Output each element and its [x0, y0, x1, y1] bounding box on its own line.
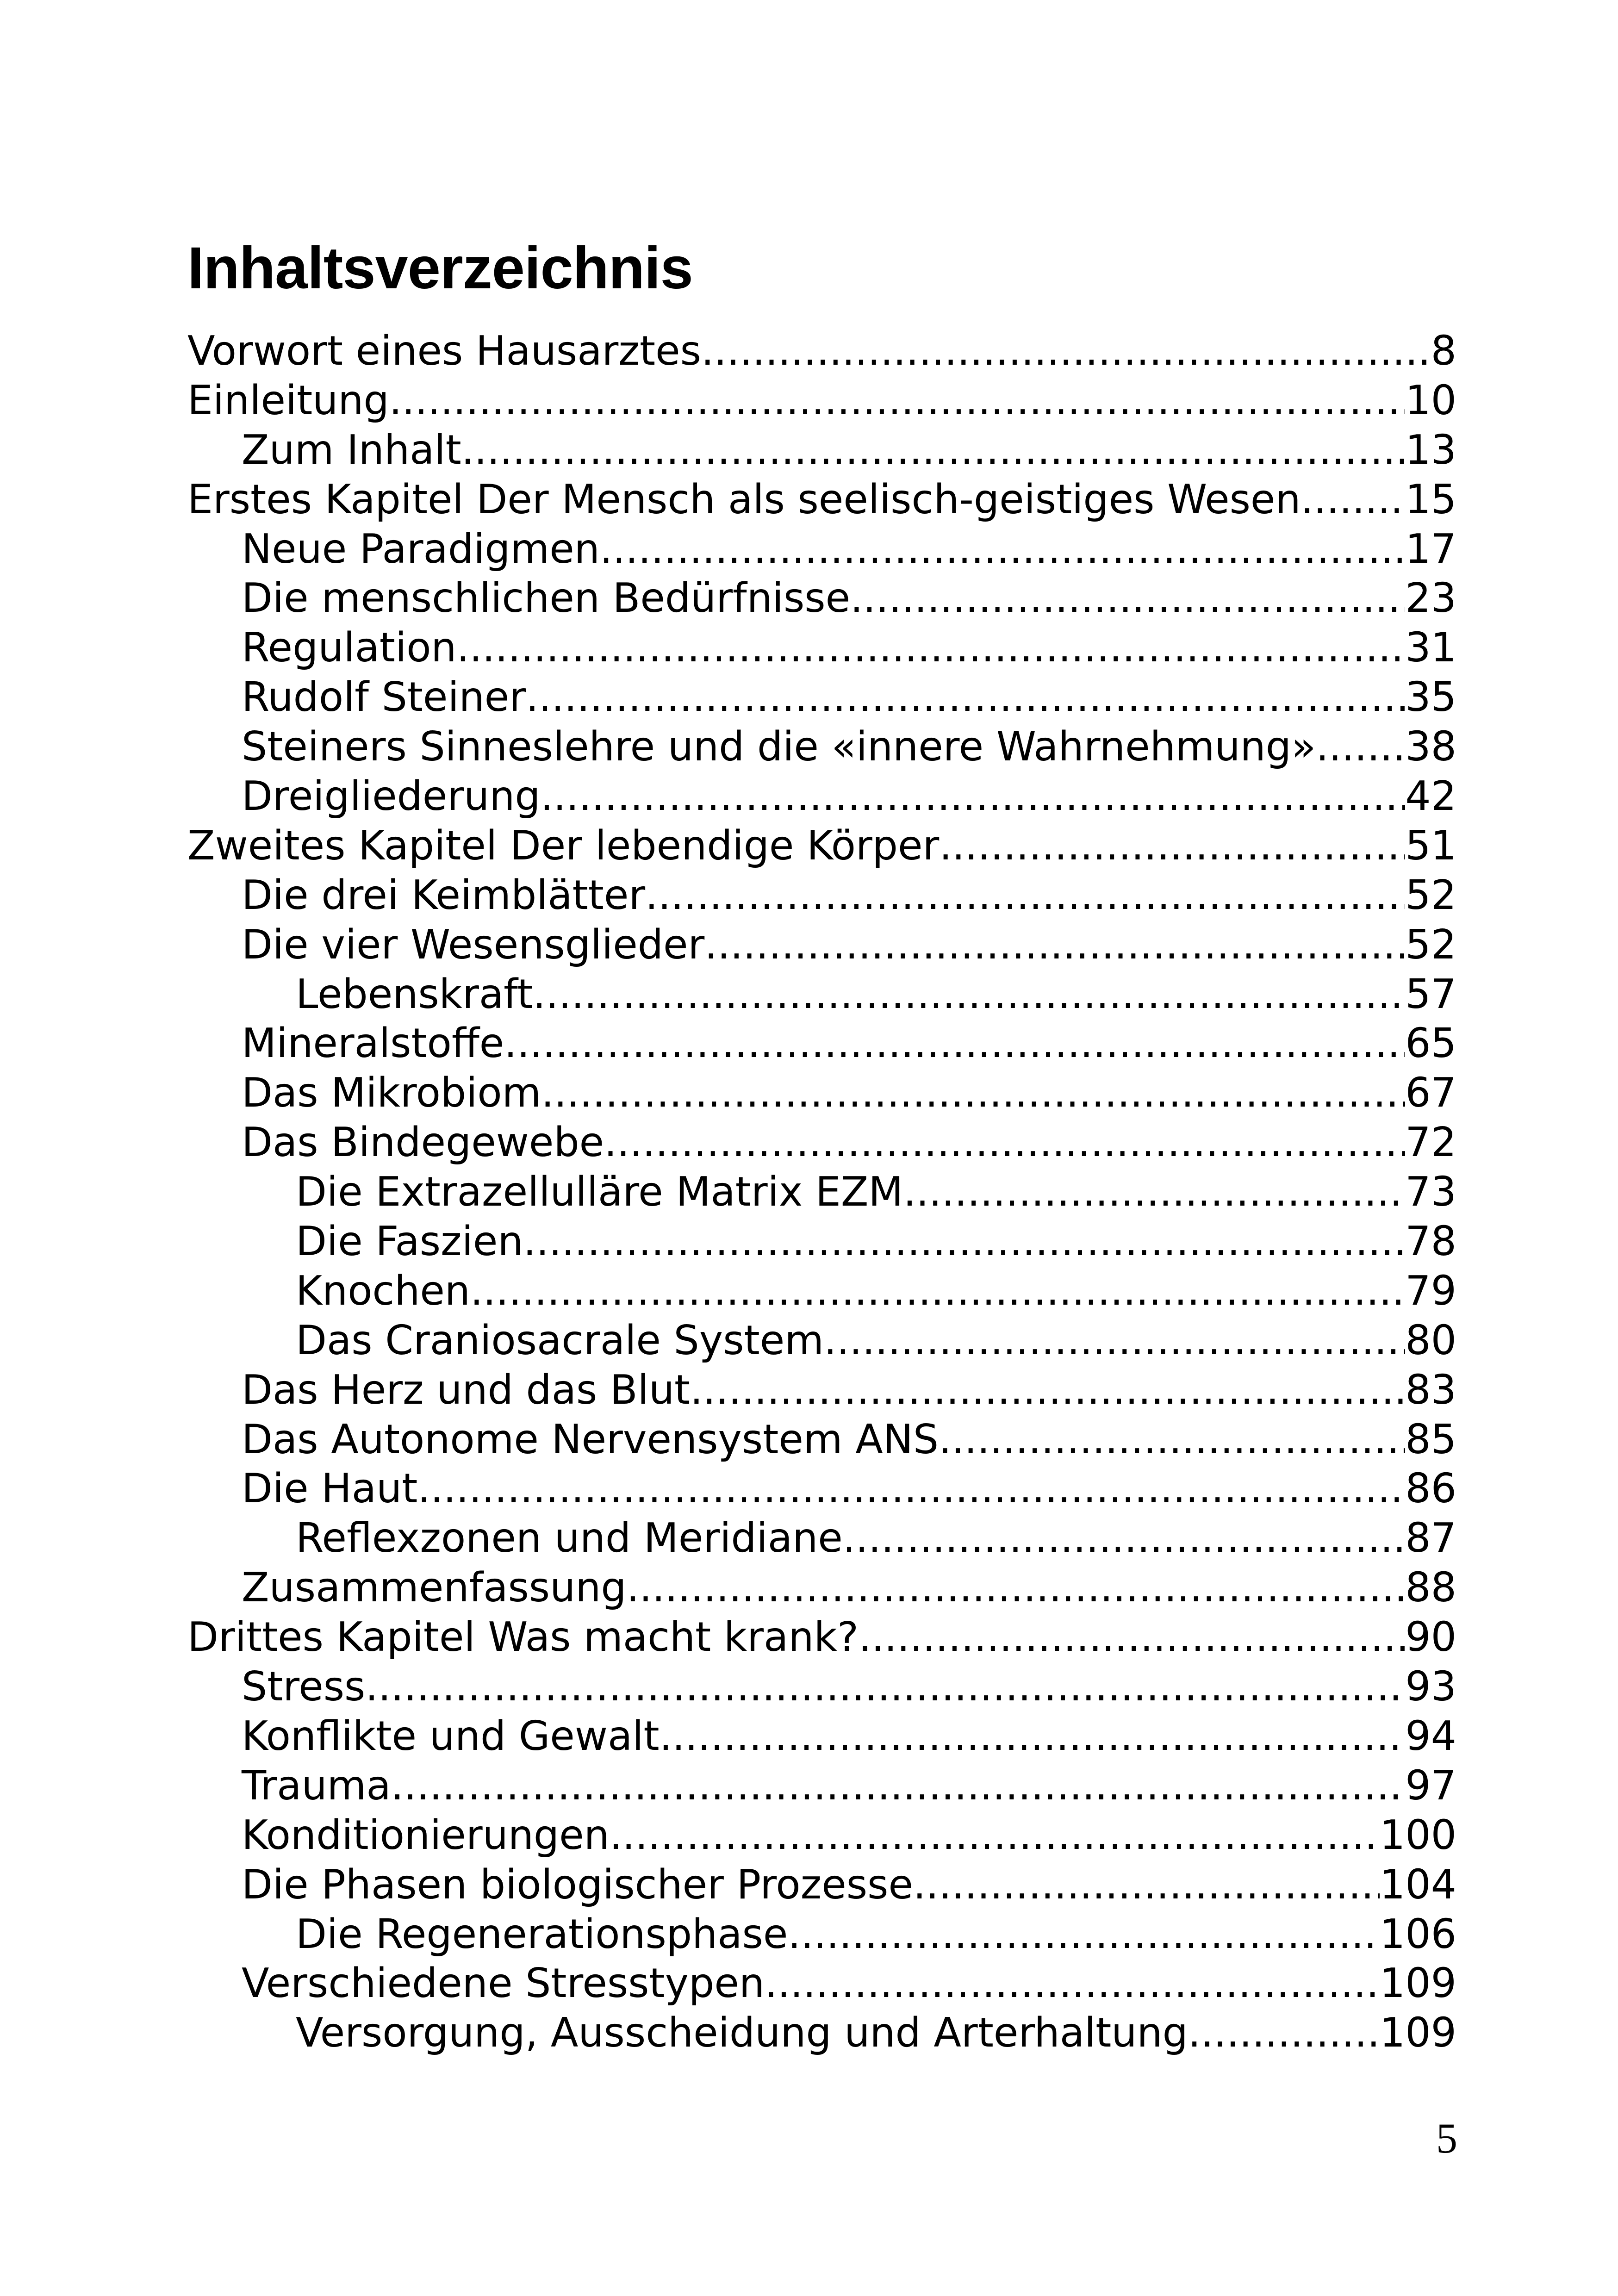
- toc-entry-title: Rudolf Steiner: [242, 673, 526, 721]
- toc-entry: [187, 2008, 1456, 2058]
- toc-entry-title: Die Phasen biologischer Prozesse: [242, 1860, 913, 1908]
- toc-entry-page: 90: [1405, 1613, 1456, 1661]
- toc-entry-page: 79: [1405, 1267, 1456, 1314]
- toc-entry-page: 10: [1405, 376, 1456, 424]
- toc-entry-title: Die Haut: [242, 1465, 418, 1512]
- toc-entry: [187, 1761, 1456, 1811]
- toc-entry-title: Die drei Keimblätter: [242, 871, 646, 919]
- toc-dot-leader: [859, 1612, 1405, 1662]
- toc-entry-title: Mineralstoffe: [242, 1020, 504, 1067]
- toc-entry-title: Drittes Kapitel Was macht krank?: [187, 1613, 859, 1661]
- toc-entry-title: Knochen: [296, 1267, 471, 1314]
- toc-entry-page: 42: [1405, 772, 1456, 820]
- toc-entry-title: Zusammenfassung: [242, 1564, 627, 1612]
- toc-entry-page: 97: [1405, 1761, 1456, 1809]
- toc-dot-leader: [913, 1860, 1380, 1910]
- toc-entry-page: 15: [1405, 475, 1456, 523]
- toc-entry-title: Zum Inhalt: [242, 426, 461, 473]
- toc-entry-title: Regulation: [242, 624, 457, 672]
- toc-dot-leader: [365, 1662, 1405, 1711]
- toc-dot-leader: [526, 672, 1405, 722]
- toc-entry: [187, 1612, 1456, 1662]
- toc-entry: [187, 1860, 1456, 1910]
- toc-entry-title: Das Craniosacrale System: [296, 1316, 824, 1364]
- toc-entry-page: 83: [1405, 1366, 1456, 1413]
- toc-entry: [187, 326, 1456, 376]
- toc-entry: [187, 722, 1456, 772]
- toc-entry-title: Das Autonome Nervensystem ANS: [242, 1415, 939, 1463]
- toc-entry-title: Die Faszien: [296, 1218, 523, 1265]
- toc-dot-leader: [533, 970, 1405, 1019]
- toc-entry: [187, 1118, 1456, 1167]
- toc-dot-leader: [850, 573, 1405, 623]
- toc-entry-title: Zweites Kapitel Der lebendige Körper: [187, 821, 940, 869]
- toc-entry: [187, 1464, 1456, 1513]
- toc-dot-leader: [788, 1910, 1380, 1959]
- toc-entry-page: 57: [1405, 970, 1456, 1018]
- toc-entry-page: 8: [1431, 327, 1456, 374]
- toc-dot-leader: [600, 524, 1405, 574]
- toc-dot-leader: [701, 326, 1431, 376]
- toc-entry-title: Neue Paradigmen: [242, 525, 600, 572]
- toc-entry-title: Reflexzonen und Meridiane: [296, 1514, 843, 1562]
- toc-entry-page: 72: [1405, 1119, 1456, 1166]
- toc-entry-title: Die Extrazellulläre Matrix EZM: [296, 1168, 903, 1216]
- toc-entry-page: 52: [1405, 871, 1456, 919]
- toc-dot-leader: [843, 1513, 1406, 1563]
- toc-entry: [187, 871, 1456, 920]
- toc-entry-page: 31: [1405, 624, 1456, 672]
- toc-dot-leader: [704, 920, 1405, 970]
- toc-entry: [187, 772, 1456, 821]
- toc-dot-leader: [523, 1217, 1406, 1266]
- toc-entry-page: 93: [1405, 1663, 1456, 1711]
- toc-dot-leader: [645, 871, 1405, 920]
- toc-entry-page: 100: [1379, 1811, 1456, 1859]
- toc-entry: [187, 1266, 1456, 1316]
- toc-entry-page: 51: [1405, 821, 1456, 869]
- toc-dot-leader: [627, 1563, 1406, 1612]
- toc-dot-leader: [824, 1316, 1405, 1365]
- toc-dot-leader: [417, 1464, 1405, 1513]
- toc-dot-leader: [461, 425, 1406, 475]
- toc-entry-title: Das Mikrobiom: [242, 1069, 541, 1117]
- toc-entry-page: 73: [1405, 1168, 1456, 1216]
- toc-entry: [187, 1167, 1456, 1217]
- toc-entry-page: 80: [1405, 1316, 1456, 1364]
- toc-entry-page: 85: [1405, 1415, 1456, 1463]
- toc-entry-title: Lebenskraft: [296, 970, 533, 1018]
- toc-dot-leader: [939, 1415, 1405, 1464]
- toc-entry-title: Die menschlichen Bedürfnisse: [242, 574, 851, 622]
- toc-entry-title: Verschiedene Stresstypen: [242, 1960, 765, 2007]
- toc-entry-page: 104: [1379, 1860, 1456, 1908]
- toc-entry-title: Vorwort eines Hausarztes: [187, 327, 701, 374]
- toc-entry-title: Das Herz und das Blut: [242, 1366, 691, 1413]
- toc-entry: [187, 1811, 1456, 1860]
- toc-entry-page: 67: [1405, 1069, 1456, 1117]
- toc-entry: [187, 1959, 1456, 2008]
- toc-entry: [187, 1019, 1456, 1068]
- toc-entry-page: 23: [1405, 574, 1456, 622]
- toc-dot-leader: [1188, 2008, 1380, 2058]
- toc-entry: [187, 425, 1456, 475]
- toc-dot-leader: [391, 1761, 1406, 1811]
- toc-entry-title: Versorgung, Ausscheidung und Arterhaltung: [296, 2009, 1188, 2057]
- toc-entry: [187, 475, 1456, 524]
- toc-entry: [187, 1068, 1456, 1118]
- toc-entry-title: Dreigliederung: [242, 772, 541, 820]
- toc-dot-leader: [541, 1068, 1405, 1118]
- toc-entry-title: Konflikte und Gewalt: [242, 1712, 660, 1760]
- toc-entry-page: 38: [1405, 723, 1456, 771]
- toc-entry-page: 88: [1405, 1564, 1456, 1612]
- toc-entry-page: 17: [1405, 525, 1456, 572]
- toc-entry-title: Die Regenerationsphase: [296, 1910, 788, 1958]
- toc-entry-page: 52: [1405, 921, 1456, 968]
- toc-entry: [187, 1415, 1456, 1464]
- toc-entry-page: 65: [1405, 1020, 1456, 1067]
- toc-entry: [187, 1513, 1456, 1563]
- toc-entry-page: 87: [1405, 1514, 1456, 1562]
- toc-dot-leader: [389, 376, 1406, 425]
- toc-entry: [187, 376, 1456, 425]
- toc-entry: [187, 1563, 1456, 1612]
- toc-dot-leader: [457, 623, 1406, 672]
- toc-entry-page: 109: [1379, 1960, 1456, 2007]
- toc-entry: [187, 1217, 1456, 1266]
- toc-entry: [187, 623, 1456, 672]
- toc-entry-title: Steiners Sinneslehre und die «innere Wahrnehmung»: [242, 723, 1316, 771]
- toc-dot-leader: [939, 821, 1405, 871]
- page-title: Inhaltsverzeichnis: [187, 235, 693, 301]
- toc-dot-leader: [690, 1365, 1405, 1415]
- toc-entry: [187, 1711, 1456, 1761]
- toc-entry-title: Das Bindegewebe: [242, 1119, 604, 1166]
- toc-entry: [187, 672, 1456, 722]
- toc-entry-page: 78: [1405, 1218, 1456, 1265]
- toc-entry: [187, 821, 1456, 871]
- toc-dot-leader: [604, 1118, 1405, 1167]
- toc-dot-leader: [1316, 722, 1405, 772]
- toc-dot-leader: [504, 1019, 1405, 1068]
- toc-entry-page: 109: [1379, 2009, 1456, 2057]
- toc-entry-title: Konditionierungen: [242, 1811, 610, 1859]
- page-number: 5: [1436, 2115, 1457, 2162]
- toc-entry: [187, 1662, 1456, 1711]
- toc-entry-title: Trauma: [242, 1761, 391, 1809]
- toc-entry: [187, 524, 1456, 574]
- toc-entry: [187, 970, 1456, 1019]
- toc-dot-leader: [903, 1167, 1406, 1217]
- toc-entry-title: Die vier Wesensglieder: [242, 921, 705, 968]
- toc-entry-page: 106: [1379, 1910, 1456, 1958]
- toc-entry: [187, 1316, 1456, 1365]
- toc-entry-page: 86: [1405, 1465, 1456, 1512]
- toc-entry-title: Stress: [242, 1663, 366, 1711]
- toc-dot-leader: [660, 1711, 1406, 1761]
- toc-entry-title: Einleitung: [187, 376, 389, 424]
- toc-entry-page: 94: [1405, 1712, 1456, 1760]
- toc-dot-leader: [541, 772, 1406, 821]
- toc-entry: [187, 1365, 1456, 1415]
- toc-dot-leader: [610, 1811, 1380, 1860]
- toc-entry: [187, 1910, 1456, 1959]
- toc-dot-leader: [470, 1266, 1405, 1316]
- toc-entry: [187, 573, 1456, 623]
- toc-entry-title: Erstes Kapitel Der Mensch als seelisch-geistiges Wesen: [187, 475, 1301, 523]
- toc-entry: [187, 920, 1456, 970]
- toc-dot-leader: [1301, 475, 1406, 524]
- toc-entry-page: 13: [1405, 426, 1456, 473]
- table-of-contents: [187, 326, 1456, 2058]
- toc-entry-page: 35: [1405, 673, 1456, 721]
- toc-dot-leader: [765, 1959, 1380, 2008]
